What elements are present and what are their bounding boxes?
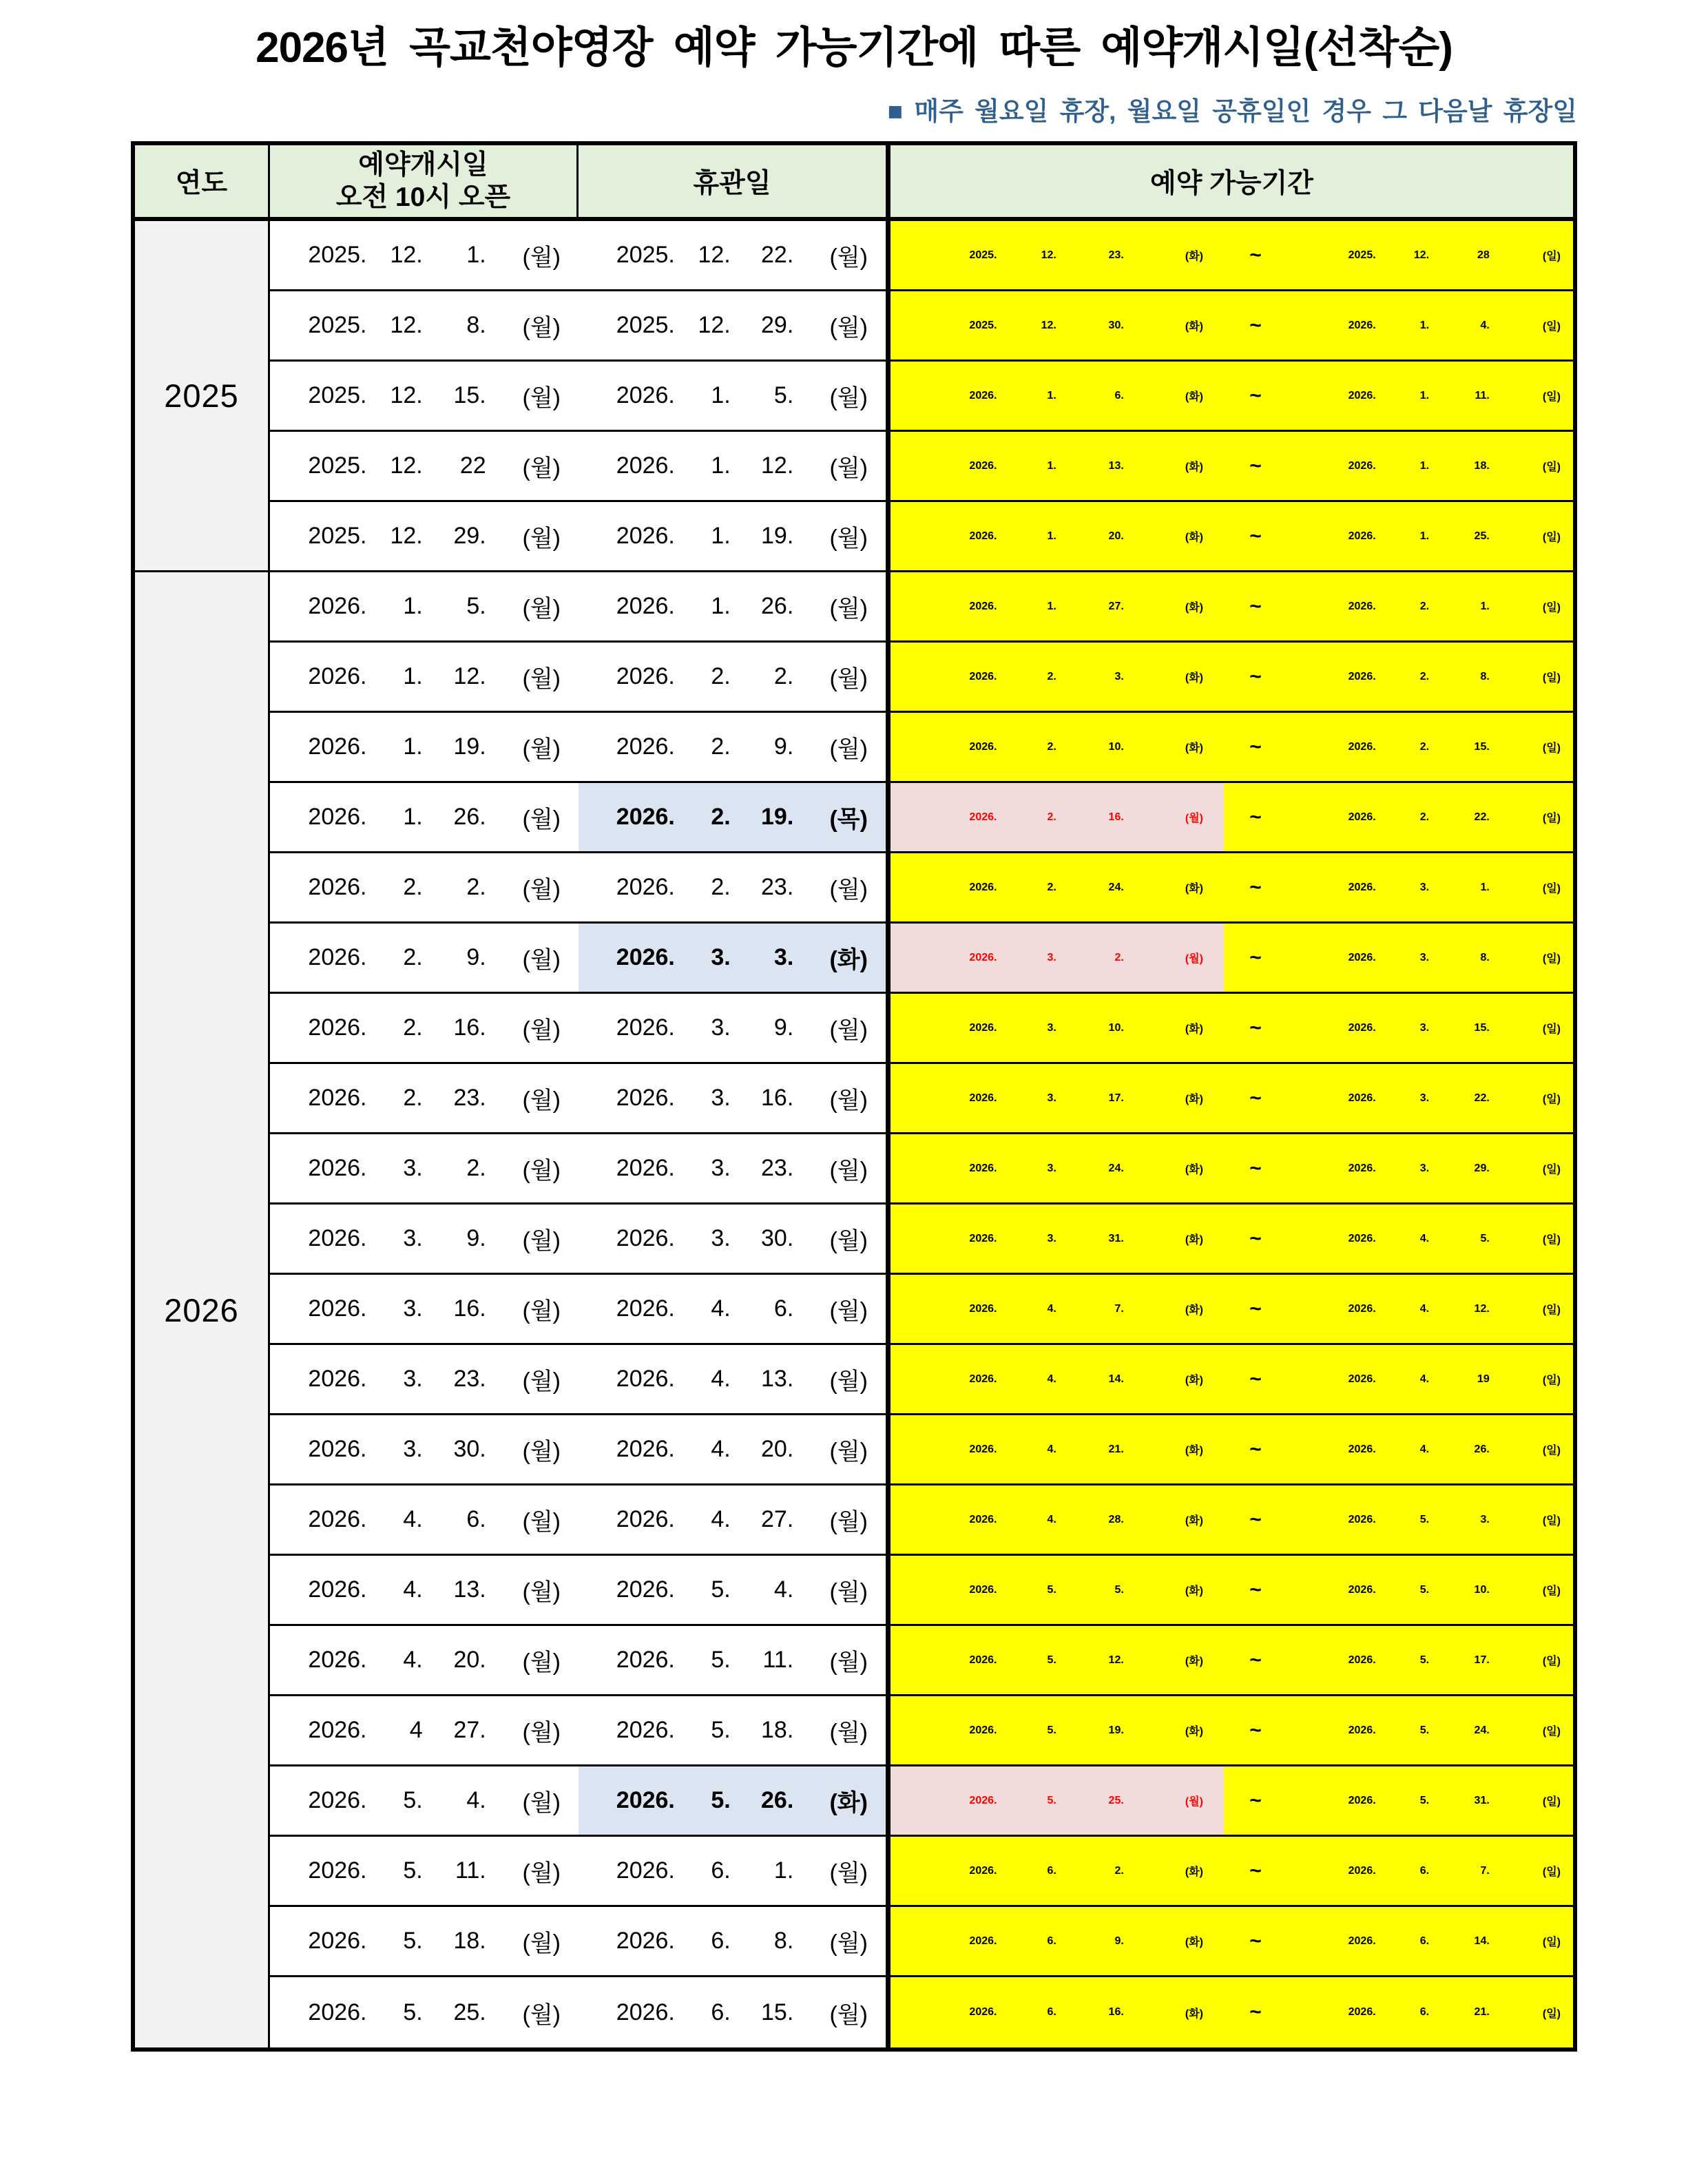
table-row [270,643,1573,713]
table-row [270,924,1573,994]
open-date-cell: 2025. 12. 8. (월) [308,312,561,342]
year-column [135,221,270,2047]
available-period-cell [886,1977,1573,2047]
tilde-separator: ~ [1249,313,1262,337]
table-row [270,1907,1573,1977]
table-row [270,1837,1573,1907]
open-date-cell: 2026. 1. 19. (월) [308,733,561,763]
period-end-cell: 2026. 6. 14. (일) [1348,1935,1561,1949]
period-end-cell: 2026. 1. 11. (일) [1348,389,1561,404]
table-row [270,783,1573,853]
period-end-cell: 2026. 2. 22. (일) [1348,811,1561,825]
period-end-cell: 2026. 6. 7. (일) [1348,1864,1561,1879]
available-period-cell [886,1556,1573,1624]
header-cell-closed-day: 휴관일 [693,169,771,199]
open-date-cell: 2026. 5. 25. (월) [308,1999,561,2028]
period-end-cell: 2026. 5. 24. (일) [1348,1724,1561,1738]
table-row [270,713,1573,783]
tilde-separator: ~ [1249,875,1262,899]
closed-day-cell: 2026. 6. 8. (월) [616,1928,868,1957]
available-period-cell [886,572,1573,640]
closed-day-cell: 2026. 1. 12. (월) [616,452,868,482]
period-end-cell: 2026. 3. 8. (일) [1348,951,1561,966]
period-start-cell: 2026. 2. 10. (화) [969,740,1203,755]
period-end-cell: 2026. 1. 25. (일) [1348,530,1561,544]
tilde-separator: ~ [1249,1156,1262,1180]
header-cell-year: 연도 [135,145,270,217]
available-period-cell [886,1907,1573,1975]
open-date-cell: 2026. 4. 6. (월) [308,1506,561,1536]
closed-day-cell: 2026. 3. 16. (월) [616,1085,868,1114]
available-period-cell [886,1696,1573,1764]
closed-day-cell: 2026. 5. 18. (월) [616,1717,868,1747]
open-date-cell: 2026. 2. 23. (월) [308,1085,561,1114]
tilde-separator: ~ [1249,384,1262,407]
available-period-cell [886,1766,1573,1835]
tilde-separator: ~ [1249,665,1262,688]
tilde-separator: ~ [1249,946,1262,969]
closed-day-cell: 2026. 5. 4. (월) [616,1576,868,1606]
page-title: 2026년 곡교천야영장 예약 가능기간에 따른 예약개시일(선착순) [256,24,1452,72]
table-row [270,1556,1573,1626]
closed-day-cell: 2026. 4. 13. (월) [616,1366,868,1395]
open-date-cell: 2026. 5. 11. (월) [308,1857,561,1887]
closed-day-cell: 2026. 4. 20. (월) [616,1436,868,1466]
table-row [270,432,1573,502]
available-period-cell [886,1275,1573,1343]
table-row [270,1977,1573,2047]
available-period-cell [886,1134,1573,1202]
available-period-cell [886,643,1573,711]
available-period-cell [886,994,1573,1062]
table-row [270,1485,1573,1556]
closed-day-cell: 2026. 6. 15. (월) [616,1999,868,2028]
tilde-separator: ~ [1249,2001,1262,2024]
table-row [270,1345,1573,1415]
table-row [270,362,1573,432]
available-period-cell [886,432,1573,500]
open-date-cell: 2026. 3. 30. (월) [308,1436,561,1466]
available-period-cell [886,783,1573,851]
available-period-cell [886,291,1573,359]
period-start-cell: 2026. 1. 6. (화) [969,389,1203,404]
period-end-cell: 2026. 3. 29. (일) [1348,1162,1561,1176]
available-period-cell [886,362,1573,430]
closed-day-cell: 2026. 3. 9. (월) [616,1014,868,1044]
period-start-cell: 2026. 3. 24. (화) [969,1162,1203,1176]
table-row [270,1696,1573,1766]
closed-day-cell: 2026. 4. 6. (월) [616,1295,868,1325]
table-body [135,221,1573,2047]
period-end-cell: 2026. 5. 3. (일) [1348,1513,1561,1528]
tilde-separator: ~ [1249,1648,1262,1671]
open-date-cell: 2026. 3. 2. (월) [308,1155,561,1185]
closed-day-cell: 2026. 5. 11. (월) [616,1647,868,1676]
period-end-cell: 2026. 2. 15. (일) [1348,740,1561,755]
period-start-cell: 2026. 3. 10. (화) [969,1021,1203,1036]
period-start-cell: 2026. 5. 12. (화) [969,1654,1203,1668]
open-date-cell: 2026. 4. 20. (월) [308,1647,561,1676]
table-row [270,1415,1573,1485]
table-row [270,572,1573,643]
open-date-cell: 2026. 4. 13. (월) [308,1576,561,1606]
header-cell-open-date [270,145,579,217]
period-start-cell: 2026. 6. 9. (화) [969,1935,1203,1949]
tilde-separator: ~ [1249,1367,1262,1390]
open-date-cell: 2026. 3. 9. (월) [308,1225,561,1255]
header-open-line1: 예약개시일 [358,149,488,180]
tilde-separator: ~ [1249,1508,1262,1531]
year-cell-2026: 2026 [135,572,268,2047]
open-date-cell: 2026. 2. 2. (월) [308,874,561,904]
period-end-cell: 2026. 4. 19 (일) [1348,1373,1561,1387]
open-date-cell: 2026. 3. 16. (월) [308,1295,561,1325]
available-period-cell [886,1626,1573,1694]
open-date-cell: 2026. 5. 18. (월) [308,1928,561,1957]
period-end-cell: 2026. 3. 15. (일) [1348,1021,1561,1036]
available-period-cell [886,713,1573,781]
available-period-cell [886,1205,1573,1273]
available-period-cell [886,502,1573,570]
period-end-cell: 2026. 4. 5. (일) [1348,1232,1561,1247]
open-date-cell: 2025. 12. 22 (월) [308,452,561,482]
schedule-table [131,141,1577,2052]
closed-day-cell: 2026. 6. 1. (월) [616,1857,868,1887]
table-row [270,502,1573,572]
period-end-cell: 2026. 2. 8. (일) [1348,670,1561,685]
subtitle-note: ■ 매주 월요일 휴장, 월요일 공휴일인 경우 그 다음날 휴장일 [887,97,1577,126]
period-start-cell: 2026. 3. 31. (화) [969,1232,1203,1247]
period-end-cell: 2026. 4. 12. (일) [1348,1302,1561,1317]
open-date-cell: 2026. 2. 16. (월) [308,1014,561,1044]
table-row [270,1134,1573,1205]
closed-day-cell: 2026. 1. 5. (월) [616,382,868,412]
period-start-cell: 2025. 12. 23. (화) [969,249,1203,263]
period-start-cell: 2026. 2. 16. (월) [891,783,1224,851]
closed-day-cell: 2026. 3. 23. (월) [616,1155,868,1185]
tilde-separator: ~ [1249,1437,1262,1461]
table-row [270,994,1573,1064]
available-period-cell [886,1485,1573,1554]
period-end-cell: 2026. 1. 18. (일) [1348,459,1561,474]
table-row [270,853,1573,924]
period-start-cell: 2026. 1. 13. (화) [969,459,1203,474]
header-cell-available-period: 예약 가능기간 [886,145,1573,217]
period-start-cell: 2026. 6. 16. (화) [969,2006,1203,2020]
table-row [270,221,1573,291]
open-date-cell: 2026. 2. 9. (월) [308,944,561,974]
table-header-row [135,145,1573,221]
tilde-separator: ~ [1249,1297,1262,1320]
tilde-separator: ~ [1249,1929,1262,1952]
period-start-cell: 2026. 2. 24. (화) [969,881,1203,895]
closed-day-cell: 2026. 3. 3. (화) [579,924,886,992]
closed-day-cell: 2026. 4. 27. (월) [616,1506,868,1536]
tilde-separator: ~ [1249,1718,1262,1742]
tilde-separator: ~ [1249,805,1262,828]
available-period-cell [886,1415,1573,1483]
table-row [270,1064,1573,1134]
closed-day-cell: 2026. 2. 2. (월) [616,663,868,693]
period-start-cell: 2026. 2. 3. (화) [969,670,1203,685]
open-date-cell: 2025. 12. 1. (월) [308,242,561,271]
tilde-separator: ~ [1249,594,1262,618]
closed-day-cell: 2026. 1. 26. (월) [616,593,868,623]
period-start-cell: 2026. 1. 20. (화) [969,530,1203,544]
period-start-cell: 2026. 5. 5. (화) [969,1583,1203,1598]
closed-day-cell: 2025. 12. 29. (월) [616,312,868,342]
available-period-cell [886,1064,1573,1132]
tilde-separator: ~ [1249,243,1262,267]
available-period-cell [886,221,1573,289]
open-date-cell: 2025. 12. 29. (월) [308,523,561,552]
period-start-cell: 2026. 4. 28. (화) [969,1513,1203,1528]
year-cell-2025: 2025 [135,221,268,572]
open-date-cell: 2026. 1. 26. (월) [308,804,561,833]
closed-day-cell: 2026. 3. 30. (월) [616,1225,868,1255]
available-period-cell [886,924,1573,992]
tilde-separator: ~ [1249,1789,1262,1812]
closed-day-cell: 2026. 2. 9. (월) [616,733,868,763]
tilde-separator: ~ [1249,1578,1262,1601]
tilde-separator: ~ [1249,1086,1262,1109]
tilde-separator: ~ [1249,1016,1262,1039]
open-date-cell: 2026. 4 27. (월) [308,1717,561,1747]
period-end-cell: 2026. 3. 22. (일) [1348,1092,1561,1106]
tilde-separator: ~ [1249,735,1262,758]
period-start-cell: 2026. 5. 19. (화) [969,1724,1203,1738]
period-end-cell: 2026. 2. 1. (일) [1348,600,1561,614]
period-end-cell: 2025. 12. 28 (일) [1348,249,1561,263]
period-start-cell: 2025. 12. 30. (화) [969,319,1203,333]
table-row [270,1766,1573,1837]
rows-column [270,221,1573,2047]
closed-day-cell: 2026. 5. 26. (화) [579,1766,886,1835]
table-row [270,291,1573,362]
header-open-line2: 오전 10시 오픈 [335,183,511,213]
closed-day-cell: 2026. 2. 23. (월) [616,874,868,904]
period-start-cell: 2026. 4. 7. (화) [969,1302,1203,1317]
closed-day-cell: 2026. 1. 19. (월) [616,523,868,552]
available-period-cell [886,1345,1573,1413]
period-end-cell: 2026. 5. 10. (일) [1348,1583,1561,1598]
open-date-cell: 2026. 3. 23. (월) [308,1366,561,1395]
closed-day-cell: 2026. 2. 19. (목) [579,783,886,851]
tilde-separator: ~ [1249,454,1262,477]
table-row [270,1205,1573,1275]
tilde-separator: ~ [1249,1227,1262,1250]
available-period-cell [886,853,1573,921]
period-start-cell: 2026. 6. 2. (화) [969,1864,1203,1879]
open-date-cell: 2026. 1. 5. (월) [308,593,561,623]
period-start-cell: 2026. 3. 2. (월) [891,924,1224,992]
period-start-cell: 2026. 3. 17. (화) [969,1092,1203,1106]
period-start-cell: 2026. 5. 25. (월) [891,1766,1224,1835]
period-start-cell: 2026. 1. 27. (화) [969,600,1203,614]
open-date-cell: 2026. 5. 4. (월) [308,1787,561,1817]
period-start-cell: 2026. 4. 14. (화) [969,1373,1203,1387]
period-end-cell: 2026. 5. 31. (일) [1348,1794,1561,1808]
period-end-cell: 2026. 6. 21. (일) [1348,2006,1561,2020]
tilde-separator: ~ [1249,1859,1262,1882]
period-end-cell: 2026. 4. 26. (일) [1348,1443,1561,1457]
open-date-cell: 2025. 12. 15. (월) [308,382,561,412]
period-end-cell: 2026. 5. 17. (일) [1348,1654,1561,1668]
table-row [270,1626,1573,1696]
open-date-cell: 2026. 1. 12. (월) [308,663,561,693]
period-start-cell: 2026. 4. 21. (화) [969,1443,1203,1457]
table-row [270,1275,1573,1345]
period-end-cell: 2026. 3. 1. (일) [1348,881,1561,895]
tilde-separator: ~ [1249,524,1262,548]
period-end-cell: 2026. 1. 4. (일) [1348,319,1561,333]
closed-day-cell: 2025. 12. 22. (월) [616,242,868,271]
available-period-cell [886,1837,1573,1905]
